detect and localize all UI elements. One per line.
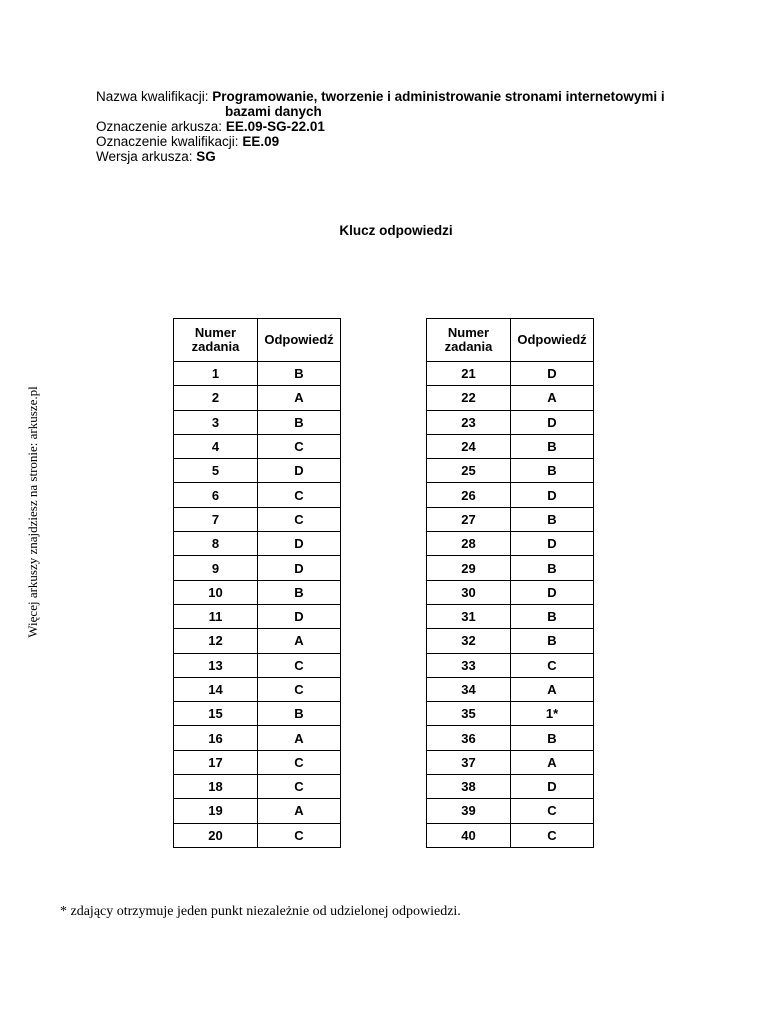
table-row [174, 532, 341, 556]
answer-cell: B [258, 362, 341, 386]
question-number-cell: 26 [427, 483, 511, 507]
table-row [427, 507, 594, 531]
qualification-name-row [96, 89, 665, 104]
table-row [427, 580, 594, 604]
question-number-cell: 40 [427, 823, 511, 847]
answer-rows-left [174, 362, 341, 848]
table-row [427, 410, 594, 434]
table-row [427, 362, 594, 386]
table-row [427, 823, 594, 847]
answer-cell: B [511, 726, 594, 750]
answer-cell: C [511, 799, 594, 823]
answer-cell: B [258, 580, 341, 604]
table-row [174, 434, 341, 458]
question-number-cell: 18 [174, 775, 258, 799]
table-row [174, 653, 341, 677]
question-number-cell: 29 [427, 556, 511, 580]
sheet-code-value: EE.09-SG-22.01 [225, 119, 325, 134]
question-number-cell: 11 [174, 604, 258, 628]
table-header-row [174, 319, 341, 362]
question-number-cell: 24 [427, 434, 511, 458]
answer-cell: C [511, 653, 594, 677]
question-number-cell: 20 [174, 823, 258, 847]
answer-cell: A [511, 386, 594, 410]
qualification-code-row [96, 134, 665, 149]
question-number-cell: 32 [427, 629, 511, 653]
table-row [174, 604, 341, 628]
question-number-cell: 27 [427, 507, 511, 531]
table-row [174, 580, 341, 604]
answer-cell: D [258, 459, 341, 483]
question-number-cell: 23 [427, 410, 511, 434]
answer-key-table-left [173, 318, 341, 848]
table-row [427, 653, 594, 677]
answer-cell: B [511, 507, 594, 531]
answer-cell: D [511, 532, 594, 556]
question-number-cell: 2 [174, 386, 258, 410]
question-number-cell: 8 [174, 532, 258, 556]
answer-cell: B [511, 604, 594, 628]
sheet-version-row [96, 149, 665, 164]
table-row [174, 702, 341, 726]
answer-key-table-right [426, 318, 594, 848]
answer-cell: C [258, 677, 341, 701]
answer-cell: A [258, 799, 341, 823]
table-row [174, 823, 341, 847]
answer-cell: B [258, 702, 341, 726]
table-row [427, 459, 594, 483]
column-header-answer: Odpowiedź [258, 319, 341, 362]
table-row [427, 702, 594, 726]
question-number-cell: 5 [174, 459, 258, 483]
question-number-cell: 28 [427, 532, 511, 556]
sheet-code-label: Oznaczenie arkusza: [96, 119, 223, 134]
table-row [427, 483, 594, 507]
answer-cell: A [511, 750, 594, 774]
answer-cell: C [258, 750, 341, 774]
table-row [174, 507, 341, 531]
question-number-cell: 34 [427, 677, 511, 701]
question-number-cell: 13 [174, 653, 258, 677]
question-number-cell: 39 [427, 799, 511, 823]
question-number-cell: 25 [427, 459, 511, 483]
answer-cell: B [258, 410, 341, 434]
table-row [427, 556, 594, 580]
question-number-cell: 31 [427, 604, 511, 628]
answer-cell: B [511, 629, 594, 653]
answer-cell: C [258, 823, 341, 847]
qualification-name-value: Programowanie, tworzenie i administrowanie stronami internetowymi i [212, 89, 665, 104]
question-number-cell: 3 [174, 410, 258, 434]
table-row [174, 775, 341, 799]
question-number-cell: 6 [174, 483, 258, 507]
answer-cell: D [258, 604, 341, 628]
answer-cell: D [511, 580, 594, 604]
question-number-cell: 14 [174, 677, 258, 701]
answer-cell: D [258, 556, 341, 580]
table-row [174, 750, 341, 774]
answer-cell: A [258, 386, 341, 410]
table-row [174, 459, 341, 483]
table-row [427, 532, 594, 556]
table-row [427, 726, 594, 750]
answer-cell: D [511, 775, 594, 799]
answer-cell: A [258, 726, 341, 750]
question-number-cell: 12 [174, 629, 258, 653]
question-number-cell: 15 [174, 702, 258, 726]
question-number-cell: 16 [174, 726, 258, 750]
table-row [174, 483, 341, 507]
question-number-cell: 1 [174, 362, 258, 386]
table-row [174, 726, 341, 750]
answer-cell: C [258, 483, 341, 507]
answer-cell: C [258, 653, 341, 677]
question-number-cell: 17 [174, 750, 258, 774]
side-watermark-text: Więcej arkuszy znajdziesz na stronie: arkusze.pl [25, 386, 40, 638]
sheet-version-label: Wersja arkusza: [96, 149, 193, 164]
question-number-cell: 33 [427, 653, 511, 677]
question-number-cell: 30 [427, 580, 511, 604]
table-row [427, 750, 594, 774]
sheet-code-row [96, 119, 665, 134]
answer-cell: D [511, 483, 594, 507]
page-title: Klucz odpowiedzi [339, 223, 453, 238]
answer-cell: D [258, 532, 341, 556]
column-header-answer: Odpowiedź [511, 319, 594, 362]
table-header-row [427, 319, 594, 362]
answer-cell: C [258, 507, 341, 531]
sheet-header [96, 89, 665, 164]
qualification-name-label: Nazwa kwalifikacji: [96, 89, 209, 104]
qualification-code-label: Oznaczenie kwalifikacji: [96, 134, 239, 149]
question-number-cell: 36 [427, 726, 511, 750]
answer-cell: B [511, 434, 594, 458]
table-row [427, 775, 594, 799]
answer-cell: C [511, 823, 594, 847]
table-row [174, 799, 341, 823]
question-number-cell: 37 [427, 750, 511, 774]
answer-cell: B [511, 459, 594, 483]
question-number-cell: 9 [174, 556, 258, 580]
table-row [427, 677, 594, 701]
question-number-cell: 4 [174, 434, 258, 458]
answer-cell: B [511, 556, 594, 580]
table-row [174, 677, 341, 701]
answer-rows-right [427, 362, 594, 848]
answer-cell: C [258, 775, 341, 799]
table-row [174, 629, 341, 653]
table-row [174, 556, 341, 580]
sheet-version-value: SG [196, 149, 216, 164]
answer-cell: C [258, 434, 341, 458]
table-row [174, 410, 341, 434]
question-number-cell: 21 [427, 362, 511, 386]
column-header-number: Numer zadania [427, 319, 511, 362]
question-number-cell: 38 [427, 775, 511, 799]
question-number-cell: 19 [174, 799, 258, 823]
answer-cell: A [511, 677, 594, 701]
table-row [427, 386, 594, 410]
footnote: * zdający otrzymuje jeden punkt niezależnie od udzielonej odpowiedzi. [60, 904, 461, 919]
qualification-name-continuation: bazami danych [225, 104, 322, 119]
table-row [427, 434, 594, 458]
answer-cell: A [258, 629, 341, 653]
answer-cell: D [511, 362, 594, 386]
table-row [174, 386, 341, 410]
question-number-cell: 35 [427, 702, 511, 726]
qualification-code-value: EE.09 [242, 134, 280, 149]
question-number-cell: 7 [174, 507, 258, 531]
question-number-cell: 22 [427, 386, 511, 410]
column-header-number: Numer zadania [174, 319, 258, 362]
table-row [427, 799, 594, 823]
table-row [427, 604, 594, 628]
table-row [174, 362, 341, 386]
answer-cell: D [511, 410, 594, 434]
question-number-cell: 10 [174, 580, 258, 604]
table-row [427, 629, 594, 653]
answer-cell: 1* [511, 702, 594, 726]
